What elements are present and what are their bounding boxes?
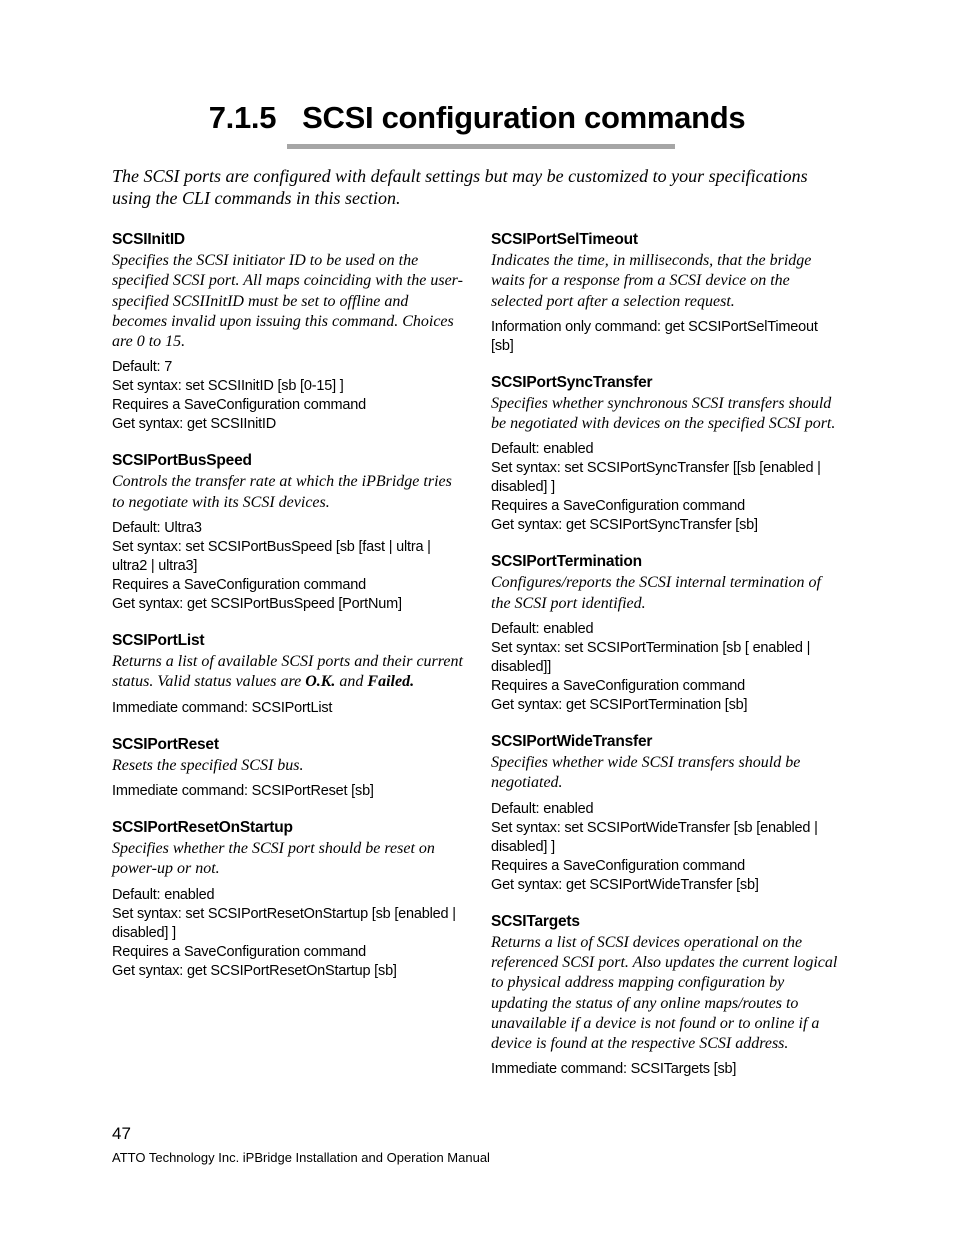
command-syntax-block — [112, 782, 464, 801]
right-column — [491, 230, 843, 1096]
syntax-line: Default: enabled — [491, 800, 594, 817]
section-number: 7.1.5 — [208, 100, 277, 135]
command-description: Indicates the time, in milliseconds, that the bridge waits for a response from a SCSI device on the selected port after a selection request. — [491, 252, 812, 310]
syntax-line: Default: enabled — [491, 441, 594, 458]
syntax-line: Default: 7 — [112, 359, 173, 376]
description-text: Returns a list of available SCSI ports and their current status. Valid status values are — [112, 653, 463, 691]
command-syntax-block — [491, 620, 843, 715]
command-name: SCSIPortTermination — [491, 553, 642, 571]
command-description: Specifies the SCSI initiator ID to be used on the specified SCSI port. All maps coinciding with the user-specified SCSIInitID must be set to offline and becomes invalid upon issuing this command. Choices are 0 to 15. — [112, 252, 463, 351]
command-name: SCSIPortList — [112, 632, 205, 650]
command-description: Specifies whether the SCSI port should be reset on power-up or not. — [112, 839, 435, 878]
section-heading-text: SCSI configuration commands — [302, 100, 746, 135]
command-syntax-block — [491, 318, 843, 356]
command-name: SCSITargets — [491, 912, 580, 930]
command-syntax-block — [112, 699, 464, 718]
command-description: Specifies whether synchronous SCSI transfers should be negotiated with devices on the specified SCSI port. — [491, 394, 836, 433]
command-syntax-block — [112, 519, 464, 614]
syntax-line: Default: enabled — [491, 621, 594, 638]
syntax-line: Get syntax: get SCSIPortBusSpeed [PortNum] — [112, 596, 402, 613]
syntax-line: Get syntax: get SCSIPortTermination [sb] — [491, 697, 748, 714]
syntax-line: Immediate command: SCSIPortReset [sb] — [112, 782, 374, 799]
syntax-line: Set syntax: set SCSIPortResetOnStartup [sb [enabled | disabled] ] — [112, 905, 456, 941]
command-entry-scsiportbusspeed — [112, 451, 464, 614]
command-name: SCSIPortResetOnStartup — [112, 818, 293, 836]
command-entry-scsiportresetonstartup — [112, 818, 464, 981]
syntax-line: Get syntax: get SCSIPortSyncTransfer [sb] — [491, 517, 758, 534]
command-entry-scsiportsynctransfer — [491, 373, 843, 536]
command-description: Specifies whether wide SCSI transfers should be negotiated. — [491, 754, 801, 792]
section-title — [0, 100, 954, 136]
command-entry-scsiportreset — [112, 735, 464, 801]
syntax-line: Immediate command: SCSITargets [sb] — [491, 1061, 737, 1078]
command-syntax-block — [491, 800, 843, 895]
command-syntax-block — [112, 886, 464, 981]
syntax-line: Default: Ultra3 — [112, 520, 202, 537]
status-value: Failed. — [367, 673, 415, 691]
title-underline — [287, 144, 675, 149]
syntax-line: Immediate command: SCSIPortList — [112, 699, 333, 716]
command-name: SCSIInitID — [112, 231, 185, 248]
footer-text: ATTO Technology Inc. iPBridge Installation and Operation Manual — [112, 1150, 490, 1165]
command-name: SCSIPortSelTimeout — [491, 231, 638, 248]
status-value: O.K. — [305, 673, 336, 691]
syntax-line: Get syntax: get SCSIInitID — [112, 416, 277, 433]
syntax-line: Requires a SaveConfiguration command — [491, 678, 745, 695]
command-entry-scsiportwidetransfer — [491, 732, 843, 895]
command-entry-scsiporttermination — [491, 552, 843, 715]
command-syntax-block — [491, 440, 843, 535]
syntax-line: Information only command: get SCSIPortSelTimeout [sb] — [491, 318, 818, 354]
command-name: SCSIPortWideTransfer — [491, 733, 653, 751]
command-entry-scsiportseltimeout — [491, 230, 843, 356]
command-description: Resets the specified SCSI bus. — [112, 756, 304, 774]
syntax-line: Get syntax: get SCSIPortWideTransfer [sb] — [491, 876, 759, 893]
page-number: 47 — [112, 1124, 131, 1143]
command-description: Configures/reports the SCSI internal termination of the SCSI port identified. — [491, 574, 821, 612]
command-description — [112, 652, 464, 693]
command-entry-scsiinitid — [112, 230, 464, 434]
syntax-line: Set syntax: set SCSIPortBusSpeed [sb [fast | ultra | ultra2 | ultra3] — [112, 539, 431, 575]
syntax-line: Requires a SaveConfiguration command — [112, 577, 366, 594]
syntax-line: Requires a SaveConfiguration command — [491, 857, 745, 874]
syntax-line: Set syntax: set SCSIPortWideTransfer [sb [enabled | disabled] ] — [491, 819, 818, 855]
command-name: SCSIPortSyncTransfer — [491, 373, 653, 391]
intro-paragraph: The SCSI ports are configured with default settings but may be customized to your specifications using the CLI commands in this section. — [112, 166, 808, 208]
syntax-line: Set syntax: set SCSIInitID [sb [0-15] ] — [112, 378, 344, 395]
syntax-line: Requires a SaveConfiguration command — [112, 943, 366, 960]
command-description: Controls the transfer rate at which the iPBridge tries to negotiate with its SCSI devices. — [112, 473, 452, 511]
command-entry-scsitargets — [491, 912, 843, 1080]
syntax-line: Set syntax: set SCSIPortSyncTransfer [[sb [enabled | disabled] ] — [491, 460, 821, 496]
syntax-line: Requires a SaveConfiguration command — [112, 397, 366, 414]
left-column — [112, 230, 464, 998]
command-name: SCSIPortBusSpeed — [112, 452, 252, 470]
description-text: and — [335, 673, 368, 691]
syntax-line: Get syntax: get SCSIPortResetOnStartup [sb] — [112, 962, 397, 979]
command-syntax-block — [491, 1060, 843, 1079]
command-description: Returns a list of SCSI devices operational on the referenced SCSI port. Also updates the current logical to physical address mapping configuration by updating the status of any online maps/routes to unavailable if a device is not found or to online if a device is found at the respective SCSI address. — [491, 933, 838, 1053]
command-name: SCSIPortReset — [112, 735, 219, 753]
syntax-line: Set syntax: set SCSIPortTermination [sb [ enabled | disabled]] — [491, 640, 811, 676]
command-syntax-block — [112, 358, 464, 434]
syntax-line: Default: enabled — [112, 886, 215, 903]
syntax-line: Requires a SaveConfiguration command — [491, 498, 745, 515]
command-entry-scsiportlist — [112, 631, 464, 718]
